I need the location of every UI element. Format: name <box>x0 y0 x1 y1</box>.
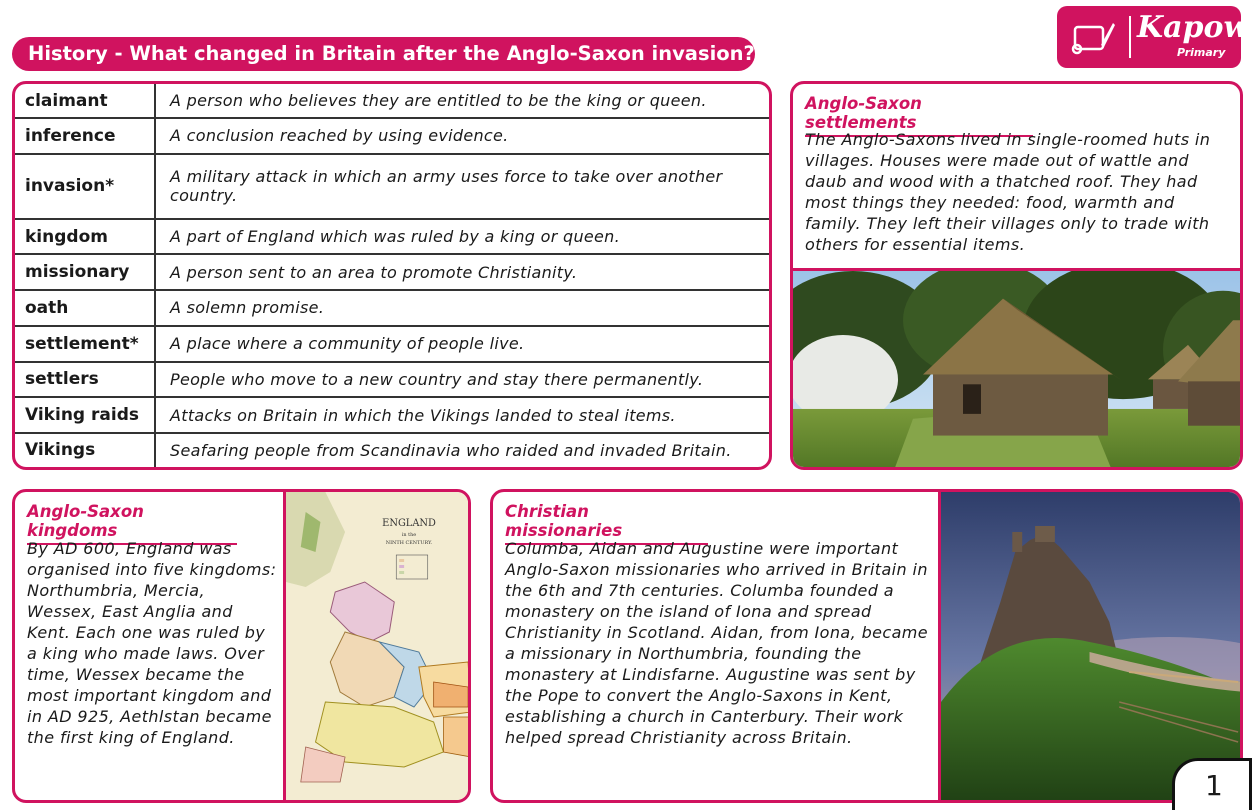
scroll-quill-icon <box>1071 19 1117 55</box>
vocabulary-table <box>15 84 769 467</box>
vocabulary-row <box>15 433 769 467</box>
kingdoms-heading: Anglo-Saxon kingdoms <box>27 502 237 545</box>
vocabulary-term: Viking raids <box>15 397 155 433</box>
vocabulary-row <box>15 290 769 326</box>
missionaries-panel <box>490 489 1243 803</box>
vocabulary-definition: A person who believes they are entitled to be the king or queen. <box>155 84 769 118</box>
logo-divider <box>1129 16 1131 58</box>
vocabulary-row <box>15 326 769 362</box>
settlements-heading: Anglo-Saxon settlements <box>805 94 1033 137</box>
vocabulary-row <box>15 397 769 433</box>
vocabulary-term: Vikings <box>15 433 155 467</box>
vocabulary-definition: People who move to a new country and stay there permanently. <box>155 362 769 398</box>
vocabulary-definition: Seafaring people from Scandinavia who raided and invaded Britain. <box>170 440 732 460</box>
vocabulary-term: missionary <box>15 254 155 290</box>
vocabulary-row <box>15 84 769 118</box>
vocabulary-row <box>15 254 769 290</box>
vocabulary-term: claimant <box>15 84 155 118</box>
vocabulary-definition: A conclusion reached by using evidence. <box>155 118 769 154</box>
vocabulary-row <box>15 118 769 154</box>
ninth-century-england-map <box>283 492 471 803</box>
logo-sub: Primary <box>1177 46 1226 59</box>
vocabulary-definition: Attacks on Britain in which the Vikings landed to steal items. <box>155 397 769 433</box>
kingdoms-text: By AD 600, England was organised into five kingdoms: Northumbria, Mercia, Wessex, East Anglia and Kent. Each one was ruled by a king who made laws. Over time, Wessex became the most important kingdom and in AD 925, Aethlstan became the first king of England. <box>27 539 277 747</box>
missionaries-heading: Christian missionaries <box>505 502 708 545</box>
vocabulary-definition: A solemn promise. <box>155 290 769 326</box>
settlements-panel <box>790 81 1243 470</box>
vocabulary-term: kingdom <box>15 219 155 255</box>
page-number: 1 <box>1172 758 1252 810</box>
vocabulary-definition: A place where a community of people live. <box>155 326 769 362</box>
kingdoms-panel <box>12 489 471 803</box>
vocabulary-definition: A person sent to an area to promote Christianity. <box>155 254 769 290</box>
vocabulary-row <box>15 362 769 398</box>
vocabulary-panel <box>12 81 772 470</box>
missionaries-text: Columba, Aidan and Augustine were important Anglo-Saxon missionaries who arrived in Britain in the 6th and 7th centuries. Columba founded a monastery on the island of Iona and spread Christianity in Scotland. Aidan, from Iona, became a missionary in Northumbria, founding the monastery at Lindisfarne. Augustine was sent by the Pope to convert the Anglo-Saxons in Kent, establishing a church in Canterbury. Their work helped spread Christianity across Britain. <box>505 539 929 747</box>
vocabulary-definition: A part of England which was ruled by a king or queen. <box>155 219 769 255</box>
map-subtitle-1: in the <box>401 531 417 539</box>
map-title: ENGLAND <box>382 517 436 530</box>
lindisfarne-castle-photo <box>938 492 1243 803</box>
vocabulary-term: invasion* <box>15 154 155 219</box>
logo-brand: Kapow <box>1137 10 1250 45</box>
vocabulary-definition: A military attack in which an army uses force to take over another country. <box>155 154 769 219</box>
page-title: History - What changed in Britain after the Anglo-Saxon invasion? <box>12 37 755 71</box>
settlements-text: The Anglo-Saxons lived in single-roomed huts in villages. Houses were made out of wattle and daub and wood with a thatched roof. They had most things they needed: food, warmth and family. They left their villages only to trade with others for essential items. <box>805 130 1211 254</box>
vocabulary-term: settlers <box>15 362 155 398</box>
vocabulary-term: settlement* <box>15 326 155 362</box>
vocabulary-row <box>15 219 769 255</box>
map-subtitle-2: NINTH CENTURY. <box>385 539 433 547</box>
vocabulary-term: oath <box>15 290 155 326</box>
thatched-huts-photo <box>793 268 1243 470</box>
vocabulary-term: inference <box>15 118 155 154</box>
vocabulary-row <box>15 154 769 219</box>
kapow-logo <box>1057 6 1250 68</box>
